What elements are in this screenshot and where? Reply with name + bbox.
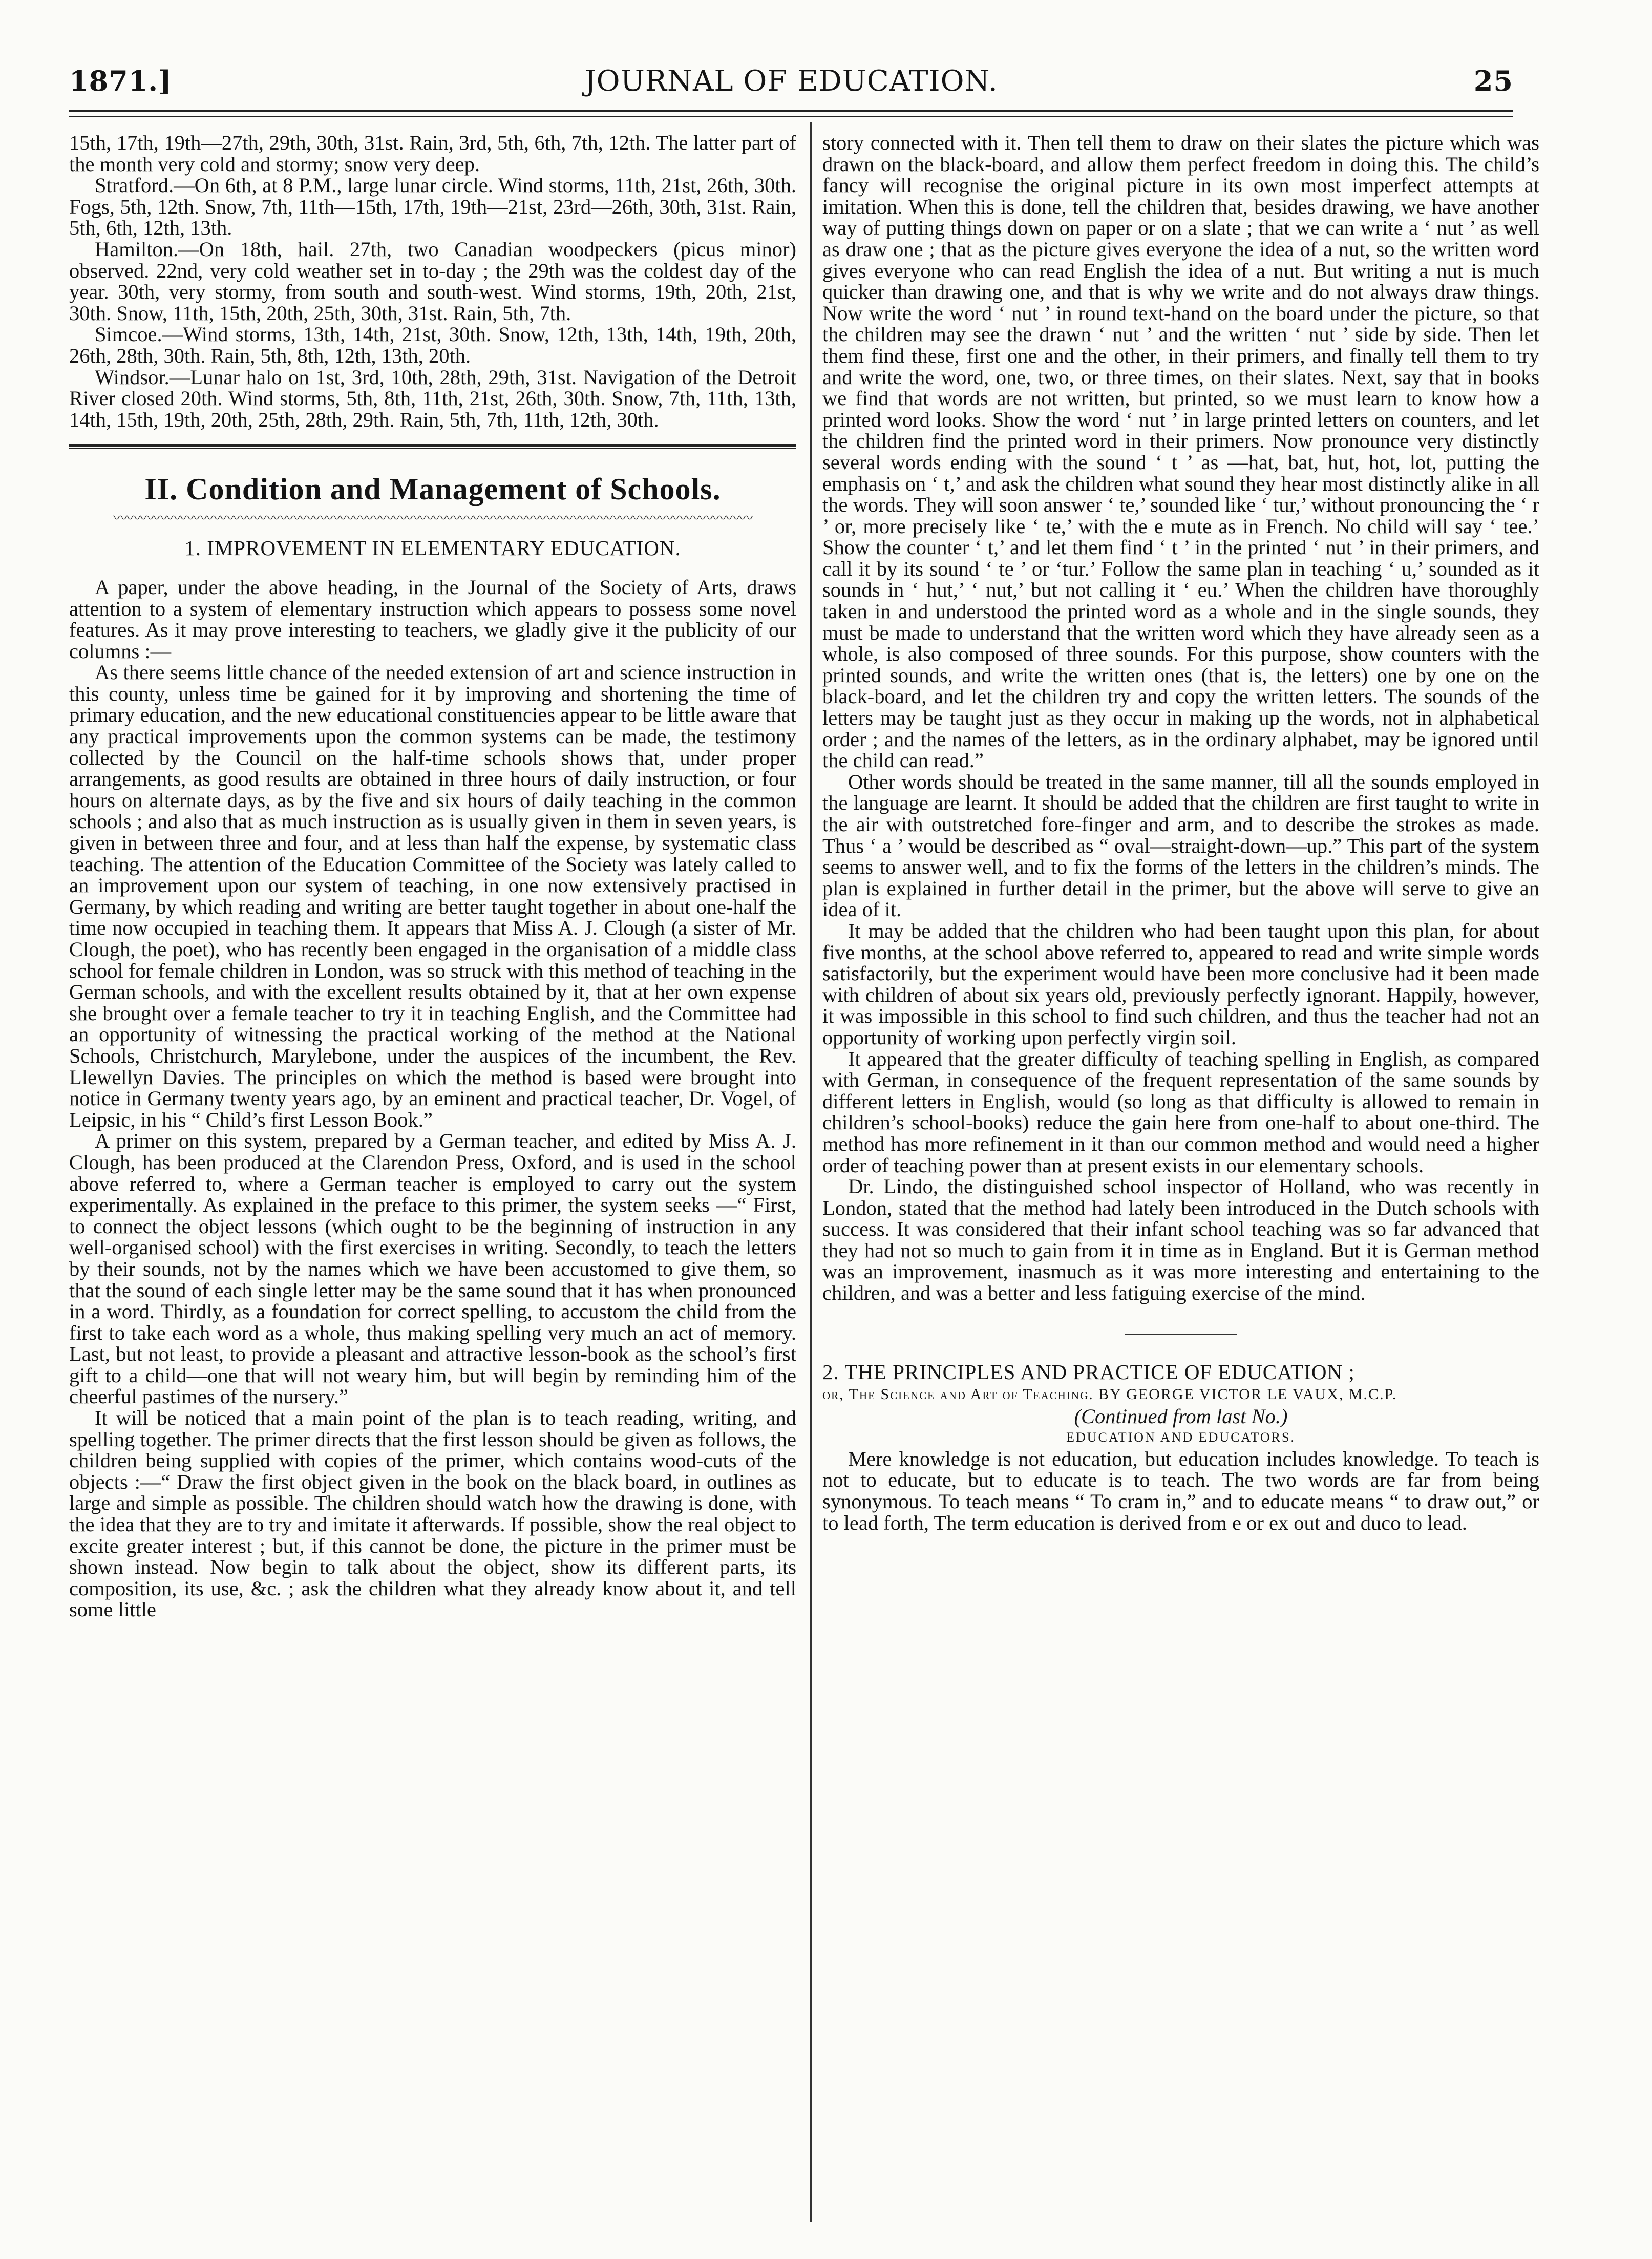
- weather-report: Hamilton.—On 18th, hail. 27th, two Canadian woodpeckers (picus minor) observed. 22nd, very cold weather set in to-day ; the 29th was the coldest day of the year. 30th, very stormy, from south and south-west. Wind storms, 19th, 20th, 21st, 30th. Snow, 11th, 15th, 20th, 25th, 30th, 31st. Rain, 5th, 7th.: [69, 237, 796, 325]
- section-rule-thin: [69, 448, 796, 449]
- weather-report: Stratford.—On 6th, at 8 P.M., large lunar circle. Wind storms, 11th, 21st, 26th, 30th. Fogs, 5th, 12th. Snow, 7th, 11th—15th, 17th, 19th—21st, 23rd—26th, 30th, 31st. Rain, 5th, 6th, 12th, 13th.: [69, 174, 796, 240]
- header-rule: [69, 110, 1513, 112]
- article-paragraph: It will be noticed that a main point of the plan is to teach reading, writing, and spelling together. The primer directs that the first lesson should be given as follows, the children being supplied with copies of the primer, which contains wood-cuts of the objects :—“ Draw the first object given in the book on the black board, in outlines as large and simple as possible. The children should watch how the drawing is done, with the idea that they are to try and imitate it afterwards. If possible, show the real object to excite greater interest ; but, if this cannot be done, the picture in the primer must be shown instead. Now begin to talk about the object, show its different parts, its composition, its use, &c. ; ask the children what they already know about it, and tell some little: [69, 1406, 796, 1621]
- right-column: [822, 132, 1539, 2222]
- article-paragraph: A paper, under the above heading, in the Journal of the Society of Arts, draws attention to a system of elementary instruction which appears to possess some novel features. As it may prove interesting to teachers, we gladly give it the publicity of our columns :—: [69, 575, 796, 663]
- article-separator: [1125, 1334, 1237, 1335]
- weather-report: 15th, 17th, 19th—27th, 29th, 30th, 31st. Rain, 3rd, 5th, 6th, 7th, 12th. The latter part of the month very cold and stormy; snow very deep.: [69, 132, 796, 176]
- header-journal-title: JOURNAL OF EDUCATION.: [584, 65, 998, 98]
- header-rule-thin: [69, 116, 1513, 117]
- article-subtitle: or, The Science and Art of Teaching.: [822, 1385, 1094, 1403]
- page-header: [69, 65, 1513, 100]
- header-year: 1871.]: [69, 65, 172, 97]
- article-paragraph: story connected with it. Then tell them to draw on their slates the picture which was drawn on the black-board, and allow them perfect freedom in doing this. The child’s fancy will recognise the original picture in its own most imperfect attempts at imitation. When this is done, tell the children that, besides drawing, we have another way of putting things down on paper or on a slate ; that we can write a ‘ nut ’ as well as draw one ; that as the picture gives everyone the idea of a nut, so the written word gives everyone who can read English the idea of a nut. But writing a nut is much quicker than drawing one, and that is why we write and do not always draw things. Now write the word ‘ nut ’ in round text-hand on the board under the picture, so that the children may see the drawn ‘ nut ’ and the written ‘ nut ’ side by side. Then let them find these, first one and the other, in their primers, and finally tell them to try and write the word, one, two, or three times, on their slates. Next, say that in books we find that words are not written, but printed, so we must learn to know how a printed word looks. Show the word ‘ nut ’ in large printed letters on counters, and let the children find the printed word in their primers. Now pronounce very distinctly several words ending with the sound ‘ t ’ as —hat, bat, hut, hot, lot, putting the emphasis on ‘ t,’ and ask the children what sound they hear most distinctly alike in all the words. They will soon answer ‘ te,’ sounded like ‘ tur,’ without pronouncing the ‘ r ’ or, more precisely like ‘ te,’ with the e mute as in French. No child will say ‘ tee.’ Show the counter ‘ t,’ and let them find ‘ t ’ in the printed ‘ nut ’ in their primers, and call it by its sound ‘ te ’ or ‘tur.’ Follow the same plan in teaching ‘ u,’ sounded as it sounds in ‘ hut,’ ‘ nut,’ but not calling it ‘ eu.’ When the children have thoroughly taken in and understood the printed word as a whole and in the single sounds, they must be made to understand that the written word which they have already seen as a whole, is also composed of three sounds. For this purpose, show counters with the printed sounds, and write the written ones (that is, the letters) one by one on the black-board, and let the children try and copy the written letters. The sounds of the letters may be taught just as they occur in making up the words, not in alphabetical order ; and the names of the letters, as in the ordinary alphabet, may be ignored until the child can read.”: [822, 132, 1539, 772]
- section-rule: [69, 444, 796, 447]
- column-divider: [810, 122, 812, 2222]
- weather-report: Windsor.—Lunar halo on 1st, 3rd, 10th, 28th, 29th, 31st. Navigation of the Detroit River closed 20th. Wind storms, 5th, 8th, 11th, 21st, 26th, 30th. Snow, 7th, 11th, 13th, 14th, 15th, 19th, 20th, 25th, 28th, 29th. Rain, 5th, 7th, 11th, 12th, 30th.: [69, 365, 796, 431]
- article-paragraph: Dr. Lindo, the distinguished school inspector of Holland, who was recently in London, stated that the method had lately been introduced in the Dutch schools with success. It was considered that their infant school teaching was so far advanced that they had not so much to gain from it in time as in England. But it is German method was an improvement, inasmuch as it was more interesting and entertaining to the children, and was a better and less fatiguing exercise of the mind.: [822, 1175, 1539, 1305]
- section-heading: II. Condition and Management of Schools.: [144, 472, 721, 506]
- article-heading: 2. THE PRINCIPLES AND PRACTICE OF EDUCATION ;: [822, 1360, 1355, 1384]
- header-page-number: 25: [1473, 65, 1513, 97]
- article-byline: [822, 1383, 1539, 1406]
- article-heading: 1. IMPROVEMENT IN ELEMENTARY EDUCATION.: [184, 536, 681, 560]
- article-paragraph: A primer on this system, prepared by a German teacher, and edited by Miss A. J. Clough, has been produced at the Clarendon Press, Oxford, and is used in the school above referred to, where a German teacher is employed to carry out the system experimentally. As explained in the preface to this primer, the system seeks —“ First, to connect the object lessons (which ought to be the beginning of instruction in any well-organised school) with the first exercises in writing. Secondly, to teach the letters by their sounds, not by the names which we have been accustomed to give them, so that the sound of each single letter may be the same sound that it has when pronounced in a word. Thirdly, as a foundation for correct spelling, to accustom the child from the first to take each word as a whole, thus making spelling very much an act of memory. Last, but not least, to provide a pleasant and attractive lesson-book as the school’s first gift to a child—one that will not weary him, but will begin by reminding him of the cheerful pastimes of the nursery.”: [69, 1129, 796, 1408]
- article-paragraph: Other words should be treated in the same manner, till all the sounds employed in the language are learnt. It should be added that the children are first taught to write in the air with outstretched fore-finger and arm, and to describe the strokes as made. Thus ‘ a ’ would be described as “ oval—straight-down—up.” This part of the system seems to answer well, and to fix the forms of the letters in the children’s minds. The plan is explained in further detail in the primer, but the above will serve to give an idea of it.: [822, 770, 1539, 921]
- wavy-divider: 〰〰〰〰〰〰〰〰〰〰〰〰〰〰〰〰〰〰〰〰〰〰〰〰〰〰〰〰〰〰〰〰〰〰〰〰〰〰〰〰〰〰〰〰〰〰〰〰: [113, 511, 752, 527]
- article-paragraph: Mere knowledge is not education, but education includes knowledge. To teach is not to educate, but to educate is to teach. The two words are far from being synonymous. To teach means “ To cram in,” and to educate means “ to draw out,” or to lead forth, The term education is derived from e or ex out and duco to lead.: [822, 1447, 1539, 1534]
- article-paragraph: As there seems little chance of the needed extension of art and science instruction in this county, unless time be gained for it by improving and shortening the time of primary education, and the new educational constituencies appear to be little aware that any practical improvements upon the common systems can be made, the testimony collected by the Council on the half-time schools shows that, under proper arrangements, as good results are obtained in three hours of daily instruction, or four hours on alternate days, as by the five and six hours of daily teaching in the common schools ; and also that as much instruction as is usually given in them in seven years, is given in between three and four, and at less than half the expense, by systematic class teaching. The attention of the Education Committee of the Society was lately called to an improvement upon our system of teaching, in one now extensively practised in Germany, by which reading and writing are better taught together in about one-half the time now occupied in teaching them. It appears that Miss A. J. Clough (a sister of Mr. Clough, the poet), who has recently been engaged in the organisation of a middle class school for female children in London, was so struck with this method of teaching in the German schools, and with the excellent results obtained by it, that at her own expense she brought over a female teacher to try it in teaching English, and the Committee had an opportunity of witnessing the practical working of the method at the National Schools, Christchurch, Marylebone, under the auspices of the incumbent, the Rev. Llewellyn Davies. The principles on which the method is based were brought into notice in Germany twenty years ago, by an eminent and practical teacher, Dr. Vogel, of Leipsic, in his “ Child’s first Lesson Book.”: [69, 661, 796, 1131]
- left-column: [69, 132, 796, 2222]
- article-author: BY GEORGE VICTOR LE VAUX, M.C.P.: [1098, 1385, 1397, 1403]
- article-subheading: EDUCATION AND EDUCATORS.: [1066, 1430, 1296, 1445]
- article-paragraph: It appeared that the greater difficulty of teaching spelling in English, as compared with German, in consequence of the frequent representation of the same sounds by different letters in English, would (so long as that difficulty is allowed to remain in children’s school-books) reduce the gain here from one-half to about one-third. The method has more refinement in it than our common method and would need a higher order of teaching power than at present exists in our elementary schools.: [822, 1047, 1539, 1177]
- article-paragraph: It may be added that the children who had been taught upon this plan, for about five months, at the school above referred to, appeared to read and write simple words satisfactorily, but the experiment would have been more conclusive had it been made with children of about six years old, previously perfectly ignorant. Happily, however, it was impossible in this school to find such children, and thus the teacher had not an opportunity of working upon perfectly virgin soil.: [822, 919, 1539, 1049]
- weather-report: Simcoe.—Wind storms, 13th, 14th, 21st, 30th. Snow, 12th, 13th, 14th, 19th, 20th, 26th, 28th, 30th. Rain, 5th, 8th, 12th, 13th, 20th.: [69, 323, 796, 367]
- continued-note: (Continued from last No.): [1074, 1404, 1288, 1428]
